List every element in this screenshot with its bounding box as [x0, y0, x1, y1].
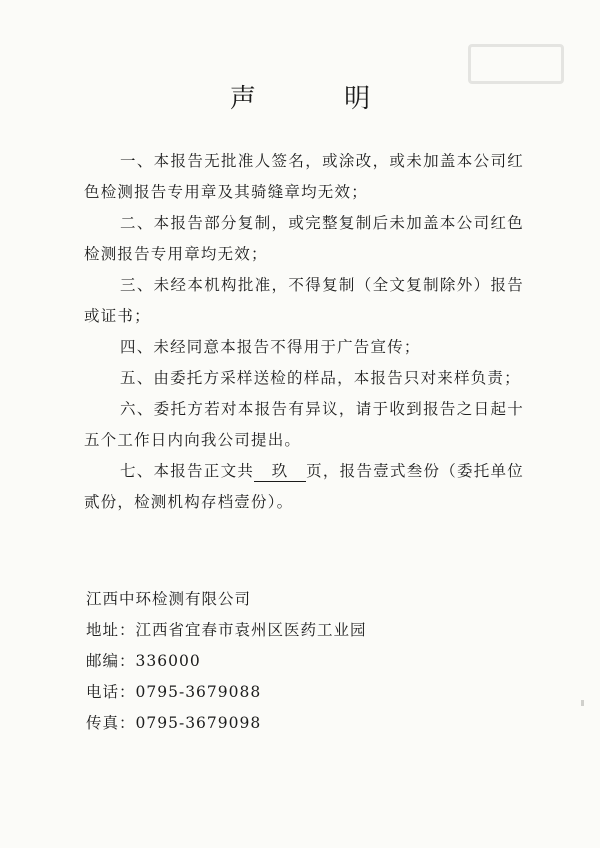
phone-label: 电话：: [86, 683, 136, 701]
statement-body: [84, 146, 524, 518]
address-value: 江西省宜春市袁州区医药工业园: [135, 621, 367, 639]
address-row: [86, 615, 367, 646]
statement-clause-5: 五、由委托方采样送检的样品，本报告只对来样负责；: [120, 369, 521, 387]
phone-row: [86, 677, 367, 708]
statement-clause-6: 六、委托方若对本报告有异议，请于收到报告之日起十五个工作日内向我公司提出。: [84, 400, 524, 449]
statement-clause-3: 三、未经本机构批准，不得复制（全文复制除外）报告或证书；: [84, 276, 524, 325]
contact-block: [86, 584, 367, 739]
page-count-field: 玖: [254, 461, 306, 482]
fax-label: 传真：: [86, 714, 136, 732]
statement-clause-1: 一、本报告无批准人签名，或涂改，或未加盖本公司红色检测报告专用章及其骑缝章均无效；: [84, 152, 524, 201]
address-label: 地址：: [86, 621, 136, 639]
clause-7-suffix: 页，报告壹式叁份（委托单位贰份，检测机构存档壹份）。: [84, 462, 524, 511]
page-title: 声 明: [229, 84, 411, 114]
statement-clause-4: 四、未经同意本报告不得用于广告宣传；: [120, 338, 421, 356]
fax-value: 0795-3679098: [135, 714, 262, 732]
scan-edge-mark: [581, 700, 584, 706]
statement-clause-7: [84, 456, 524, 518]
statement-clause-2: 二、本报告部分复制，或完整复制后未加盖本公司红色检测报告专用章均无效；: [84, 214, 524, 263]
postcode-label: 邮编：: [86, 652, 136, 670]
fax-row: [86, 708, 367, 739]
phone-value: 0795-3679088: [135, 683, 262, 701]
postcode-value: 336000: [135, 652, 201, 670]
clause-7-prefix: 七、本报告正文共: [120, 462, 255, 480]
postcode-row: [86, 646, 367, 677]
company-name: 江西中环检测有限公司: [86, 590, 252, 608]
